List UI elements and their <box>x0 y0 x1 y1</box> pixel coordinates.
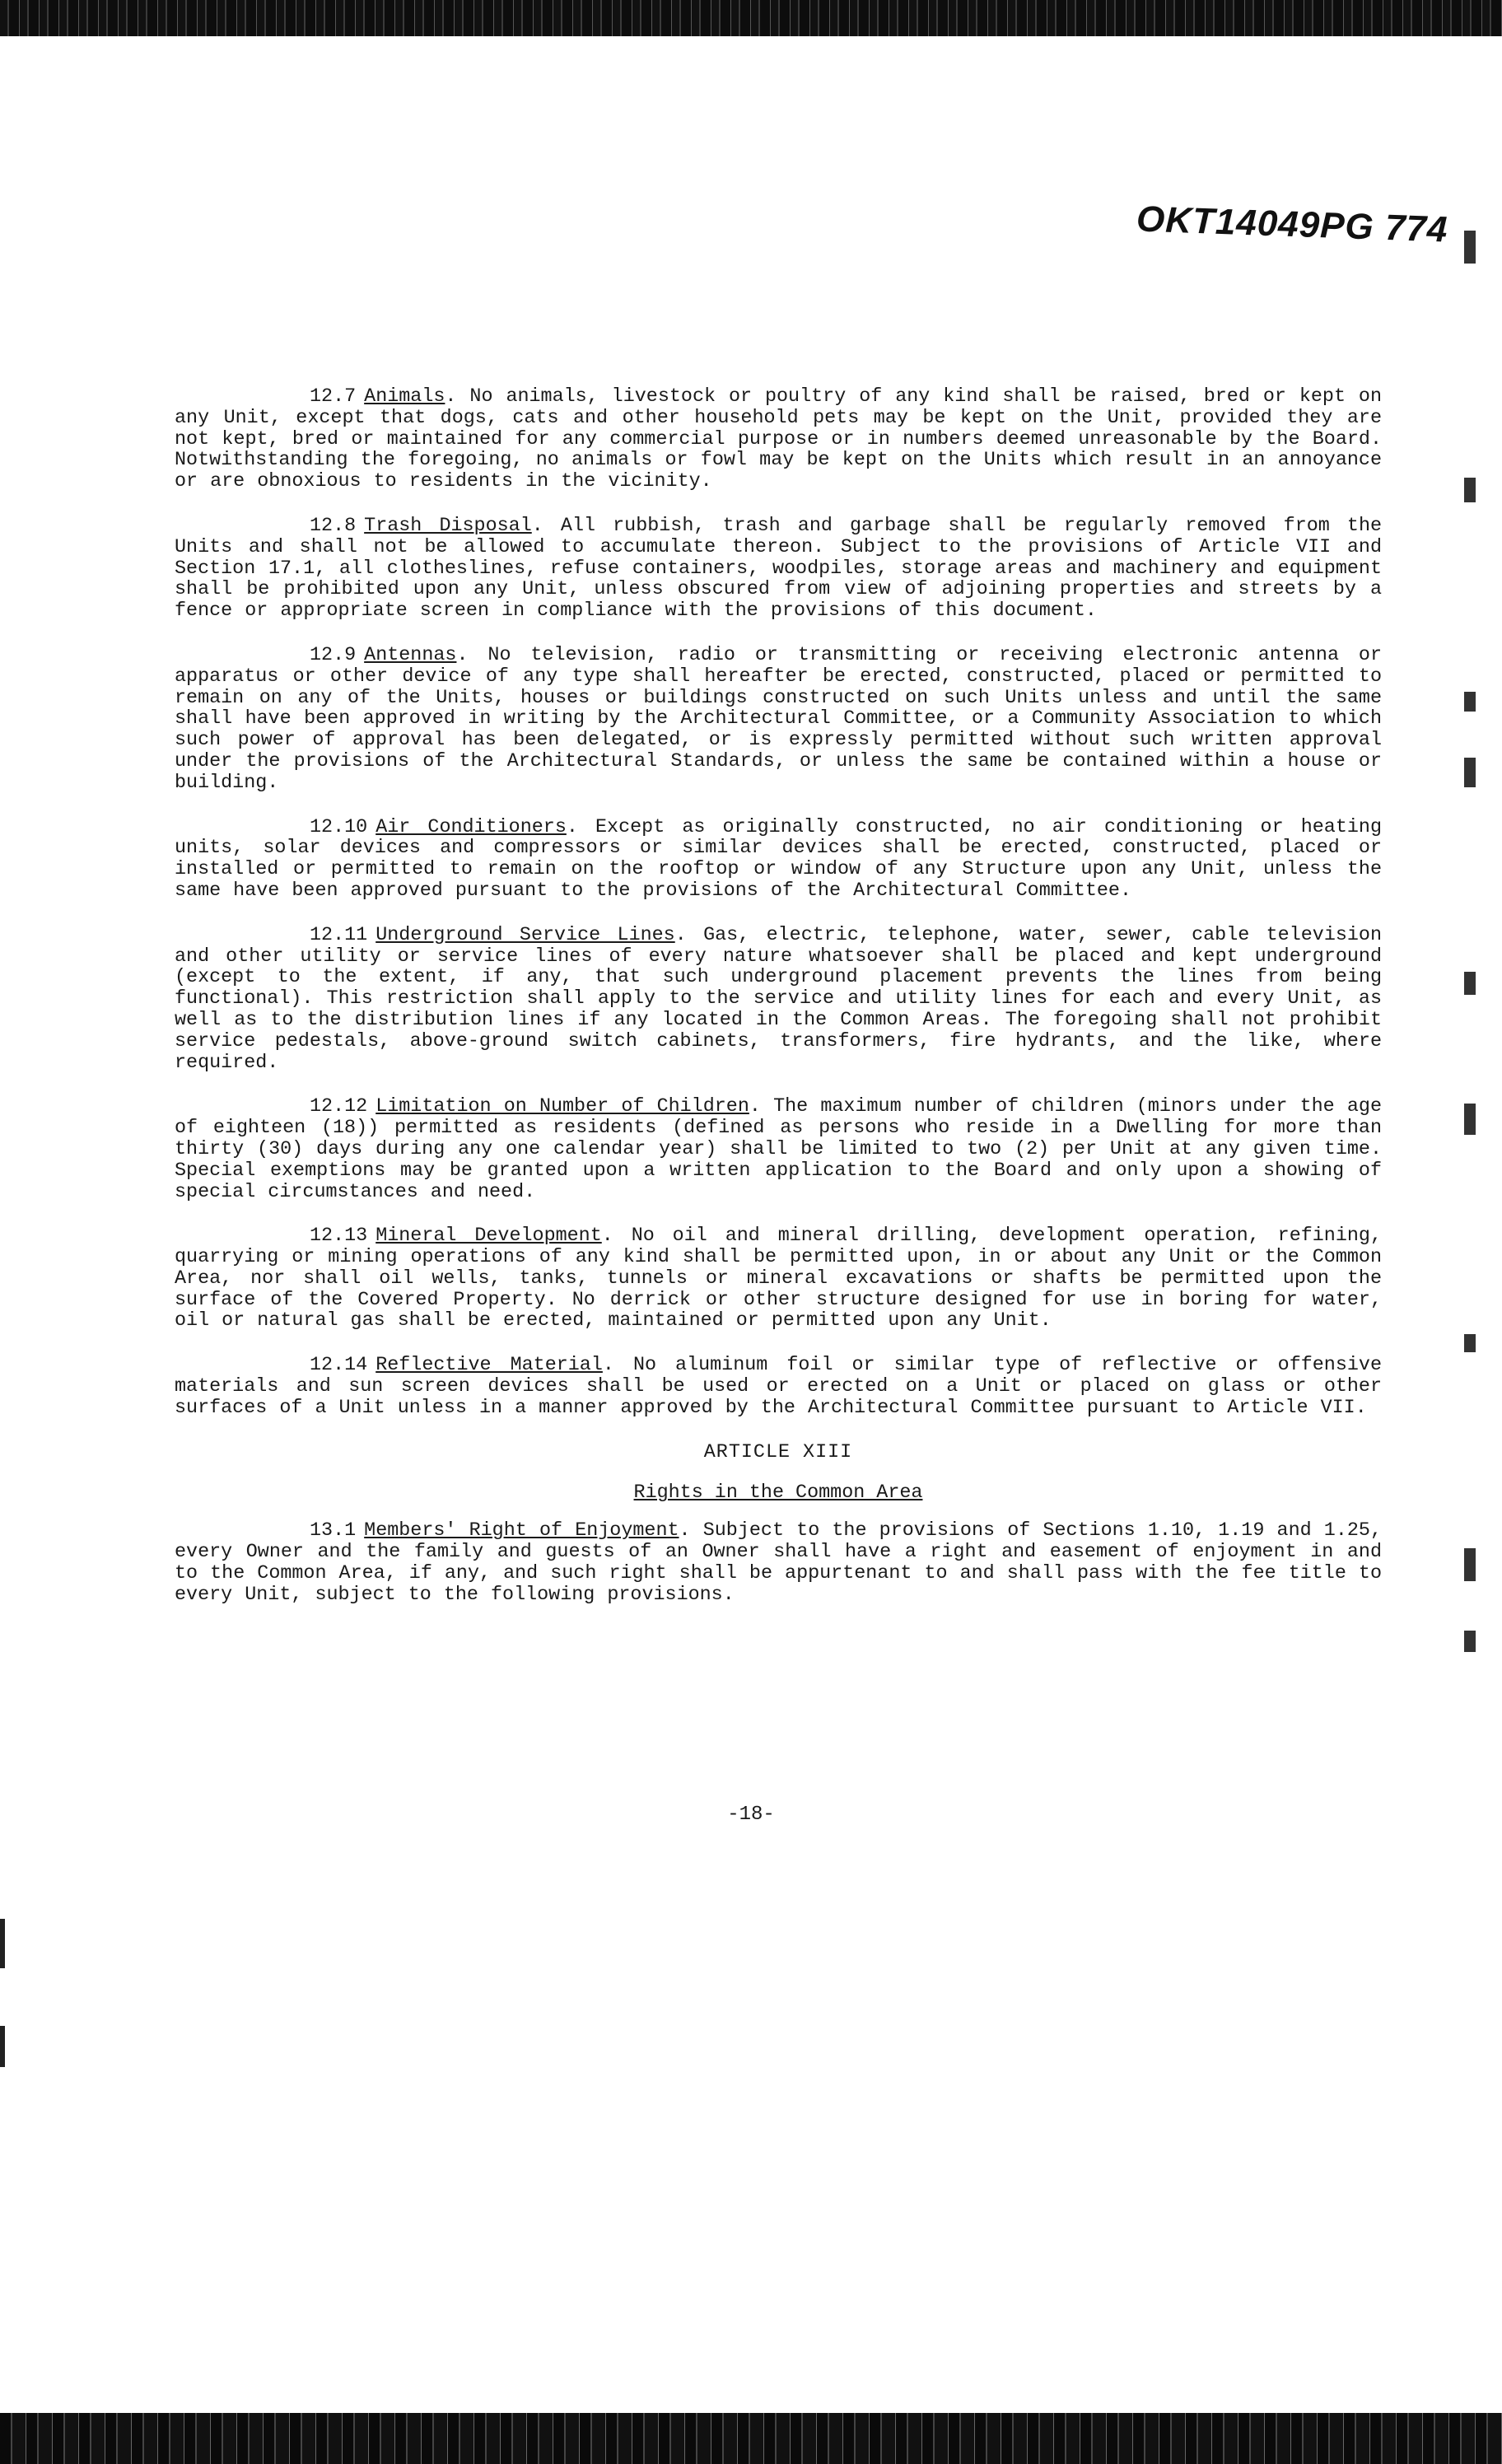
section-title: Reflective Material <box>376 1355 603 1377</box>
section-12-12: 12.12 Limitation on Number of Children. The maximum number of children (minors under the age of eighteen (18)) permitted as residents (defined as persons who reside in a Dwelling for more than thirty (30) days during any one calendar year) shall be limited to two (2) per Unit at any given time. Special exemptions may be granted upon a written application to the Board and only upon a showing of special circumstances and need. <box>175 1096 1382 1203</box>
section-number: 12.12 <box>310 1096 368 1118</box>
section-title: Trash Disposal <box>364 515 532 537</box>
section-title: Air Conditioners <box>376 816 567 838</box>
section-title: Animals <box>364 386 445 408</box>
document-body <box>175 387 1382 1629</box>
section-number: 12.9 <box>310 644 357 666</box>
section-body: All rubbish, trash and garbage shall be regularly removed from the Units and shall not be allowed to accumulate thereon. Subject to the provisions of Article VII and Section 17.1, all clotheslines, refuse containers, woodpiles, storage areas and machinery and equipment shall be prohibited upon any Unit, unless obscured from view of adjoining properties and streets by a fence or appropriate screen in compliance with the provisions of this document. <box>175 515 1383 623</box>
section-body: No aluminum foil or similar type of reflective or offensive materials and sun screen devices shall be used or erected on a Unit or placed on glass or other surfaces of a Unit unless in a manner approved by the Architectural Committee pursuant to Article VII. <box>175 1355 1382 1419</box>
section-number: 12.7 <box>310 386 357 408</box>
section-number: 12.14 <box>310 1355 368 1377</box>
section-12-9: 12.9 Antennas. No television, radio or transmitting or receiving electronic antenna or apparatus or other device of any type shall hereafter be erected, constructed, placed or permitted to remain on any of the Units, houses or buildings constructed on such Units unless and until the same shall have been approved in writing by the Architectural Committee, or a Community Association to which such power of approval has been delegated, or is expressly permitted without such written approval under the provisions of the Architectural Standards, or unless the same be contained within a house or building. <box>175 644 1382 794</box>
section-12-8: 12.8 Trash Disposal. All rubbish, trash and garbage shall be regularly removed from the Units and shall not be allowed to accumulate thereon. Subject to the provisions of Article VII and Section 17.1, all clotheslines, refuse containers, woodpiles, storage areas and machinery and equipment shall be prohibited upon any Unit, unless obscured from view of adjoining properties and streets by a fence or appropriate screen in compliance with the provisions of this document. <box>175 515 1383 623</box>
scan-border-bottom <box>0 2413 1502 2464</box>
section-body: No animals, livestock or poultry of any kind shall be raised, bred or kept on any Unit, except that dogs, cats and other household pets may be kept on the Unit, provided they are not kept, bred or maintained for any commercial purpose or in numbers deemed unreasonable by the Board. Notwithstanding the foregoing, no animals or fowl may be kept on the Units which result in an annoyance or are obnoxious to residents in the vicinity. <box>175 386 1383 493</box>
section-12-10: 12.10 Air Conditioners. Except as originally constructed, no air conditioning or heating units, solar devices and compressors or similar devices shall be erected, constructed, placed or installed or permitted to remain on the rooftop or window of any Structure upon any Unit, unless the same have been approved pursuant to the provisions of the Architectural Committee. <box>175 816 1382 902</box>
article-subheading: Rights in the Common Area <box>633 1482 923 1505</box>
section-body: The maximum number of children (minors under the age of eighteen (18)) permitted as residents (defined as persons who reside in a Dwelling for more than thirty (30) days during any one calendar year) shall be limited to two (2) per Unit at any given time. Special exemptions may be granted upon a written application to the Board and only upon a showing of special circumstances and need. <box>175 1096 1382 1203</box>
section-title: Mineral Development <box>376 1225 602 1248</box>
section-body: Subject to the provisions of Sections 1.10, 1.19 and 1.25, every Owner and the family and guests of an Owner shall have a right and easement of enjoyment in and to the Common Area, if any, and such right shall be appurtenant to and shall pass with the fee title to every Unit, subject to the following provisions. <box>175 1520 1382 1606</box>
book-page-stamp: OKT14049PG 774 <box>1136 198 1449 250</box>
section-12-13: 12.13 Mineral Development. No oil and mineral drilling, development operation, refining, quarrying or mining operations of any kind shall be permitted upon, in or about any Unit or the Common Area, nor shall oil wells, tanks, tunnels or mineral excavations or shafts be permitted upon the surface of the Covered Property. No derrick or other structure designed for use in boring for water, oil or natural gas shall be erected, maintained or permitted upon any Unit. <box>175 1225 1382 1332</box>
section-body: No television, radio or transmitting or receiving electronic antenna or apparatus or other device of any type shall hereafter be erected, constructed, placed or permitted to remain on any of the Units, houses or buildings constructed on such Units unless and until the same shall have been approved in writing by the Architectural Committee, or a Community Association to which such power of approval has been delegated, or is expressly permitted without such written approval under the provisions of the Architectural Standards, or unless the same be contained within a house or building. <box>175 644 1382 794</box>
section-number: 12.8 <box>310 515 357 537</box>
scan-border-top <box>0 0 1502 36</box>
section-title: Underground Service Lines <box>376 924 675 946</box>
section-body: Gas, electric, telephone, water, sewer, cable television and other utility or service lines of every nature whatsoever shall be placed and kept underground (except to the extent, if any, that such underground placement prevents the lines from being functional). This restriction shall apply to the service and utility lines for each and every Unit, as well as to the distribution lines if any located in the Common Areas. The foregoing shall not prohibit service pedestals, above-ground switch cabinets, transformers, fire hydrants, and the like, where required. <box>175 924 1382 1074</box>
section-number: 13.1 <box>310 1520 357 1542</box>
article-heading: ARTICLE XIII <box>703 1441 853 1463</box>
section-12-7: 12.7 Animals. No animals, livestock or poultry of any kind shall be raised, bred or kept on any Unit, except that dogs, cats and other household pets may be kept on the Unit, provided they are not kept, bred or maintained for any commercial purpose or in numbers deemed unreasonable by the Board. Notwithstanding the foregoing, no animals or fowl may be kept on the Units which result in an annoyance or are obnoxious to residents in the vicinity. <box>175 386 1383 493</box>
section-body: No oil and mineral drilling, development operation, refining, quarrying or mining operations of any kind shall be permitted upon, in or about any Unit or the Common Area, nor shall oil wells, tanks, tunnels or mineral excavations or shafts be permitted upon the surface of the Covered Property. No derrick or other structure designed for use in boring for water, oil or natural gas shall be erected, maintained or permitted upon any Unit. <box>175 1225 1382 1332</box>
section-number: 12.13 <box>310 1225 368 1248</box>
section-number: 12.10 <box>310 816 368 838</box>
section-13-1: 13.1 Members' Right of Enjoyment. Subject to the provisions of Sections 1.10, 1.19 and 1.25, every Owner and the family and guests of an Owner shall have a right and easement of enjoyment in and to the Common Area, if any, and such right shall be appurtenant to and shall pass with the fee title to every Unit, subject to the following provisions. <box>175 1520 1382 1606</box>
page-number: -18- <box>727 1804 775 1826</box>
section-12-14: 12.14 Reflective Material. No aluminum foil or similar type of reflective or offensive materials and sun screen devices shall be used or erected on a Unit or placed on glass or other surfaces of a Unit unless in a manner approved by the Architectural Committee pursuant to Article VII. <box>175 1355 1382 1419</box>
section-number: 12.11 <box>310 924 368 946</box>
section-body: Except as originally constructed, no air conditioning or heating units, solar devices and compressors or similar devices shall be erected, constructed, placed or installed or permitted to remain on the rooftop or window of any Structure upon any Unit, unless the same have been approved pursuant to the provisions of the Architectural Committee. <box>175 816 1382 902</box>
section-title: Members' Right of Enjoyment <box>364 1520 679 1542</box>
section-title: Antennas <box>364 644 457 666</box>
section-title: Limitation on Number of Children <box>376 1096 749 1118</box>
scan-edge-marks <box>1458 231 1490 1680</box>
section-12-11: 12.11 Underground Service Lines. Gas, electric, telephone, water, sewer, cable television and other utility or service lines of every nature whatsoever shall be placed and kept underground (except to the extent, if any, that such underground placement prevents the lines from being functional). This restriction shall apply to the service and utility lines for each and every Unit, as well as to the distribution lines if any located in the Common Areas. The foregoing shall not prohibit service pedestals, above-ground switch cabinets, transformers, fire hydrants, and the like, where required. <box>175 924 1382 1074</box>
